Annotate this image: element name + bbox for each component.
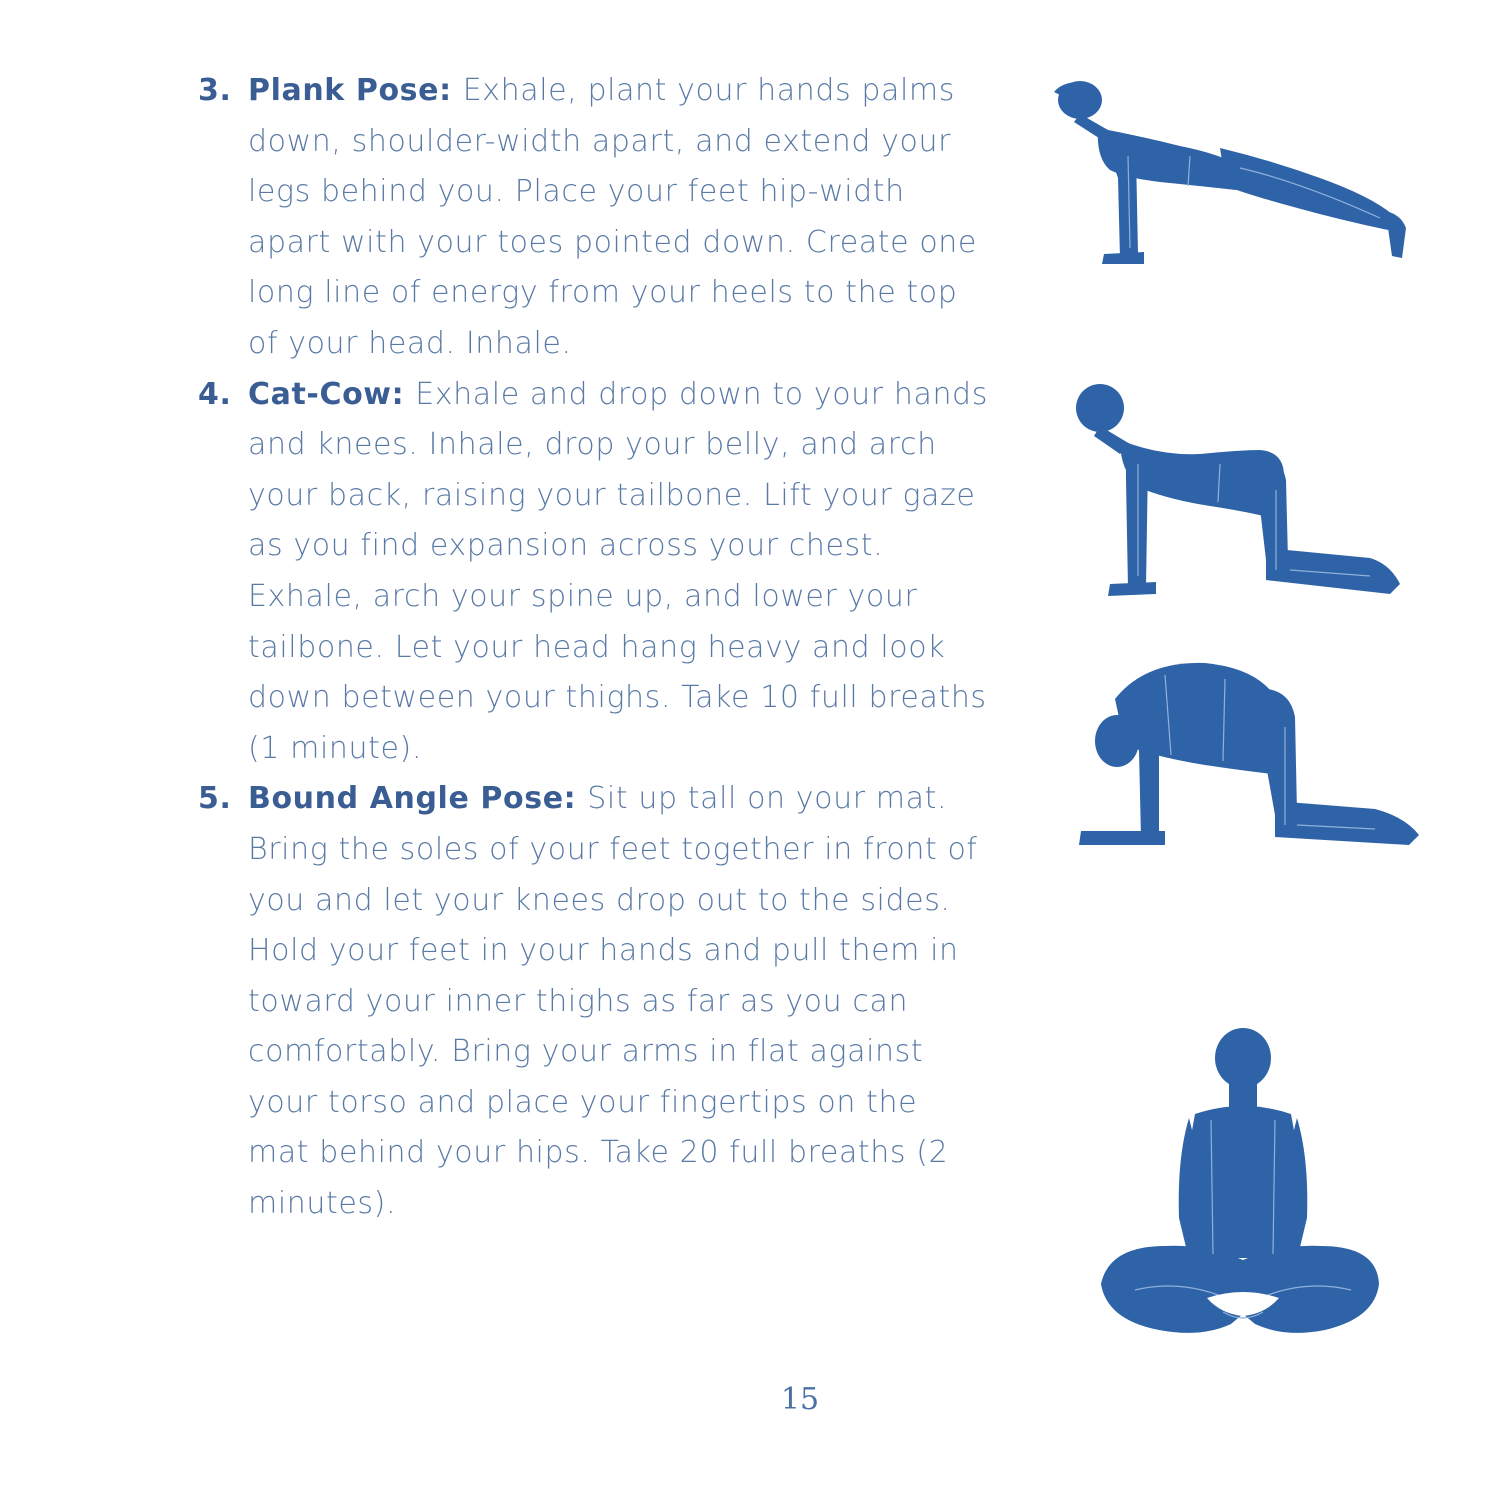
step-body: Exhale, plant your hands palms down, shoulder-width apart, and extend your legs behind you. Place your feet hip-width apart with your toes pointed down. Create one long line of energy from your heels to the top of your head. Inhale.: [248, 73, 977, 361]
step-title: Bound Angle Pose:: [248, 781, 588, 817]
step-title: Cat-Cow:: [248, 376, 416, 412]
step-title: Plank Pose:: [248, 73, 463, 108]
page-number: 15: [780, 1382, 820, 1417]
cat-pose-icon: [1075, 655, 1425, 855]
step-body: Exhale and drop down to your hands and knees. Inhale, drop your belly, and arch your back, raising your tailbone. Lift your gaze as you find expansion across your chest. Exhale, arch your spine up, and lower your tailbone. Let your head hang heavy and look down between your thighs. Take 10 full breaths (1 minute).: [248, 376, 988, 766]
step-number: 4.: [198, 376, 232, 412]
pose-instructions-list: [198, 66, 988, 1230]
plank-pose-icon: [1040, 78, 1420, 273]
step-number: 3.: [198, 73, 232, 108]
step-number: 5.: [198, 781, 232, 817]
bound-angle-pose-icon: [1095, 1028, 1385, 1338]
cow-pose-icon: [1070, 380, 1410, 605]
step-plank-pose: [198, 66, 988, 370]
step-body: Sit up tall on your mat. Bring the soles of your feet together in front of you and let your knees drop out to the sides. Hold your feet in your hands and pull them in toward your inner thighs as far as you can comfortably. Bring your arms in flat against your torso and place your fingertips on the mat behind your hips. Take 20 full breaths (2 minutes).: [248, 781, 978, 1222]
step-cat-cow: [198, 370, 988, 775]
step-bound-angle-pose: [198, 774, 988, 1229]
